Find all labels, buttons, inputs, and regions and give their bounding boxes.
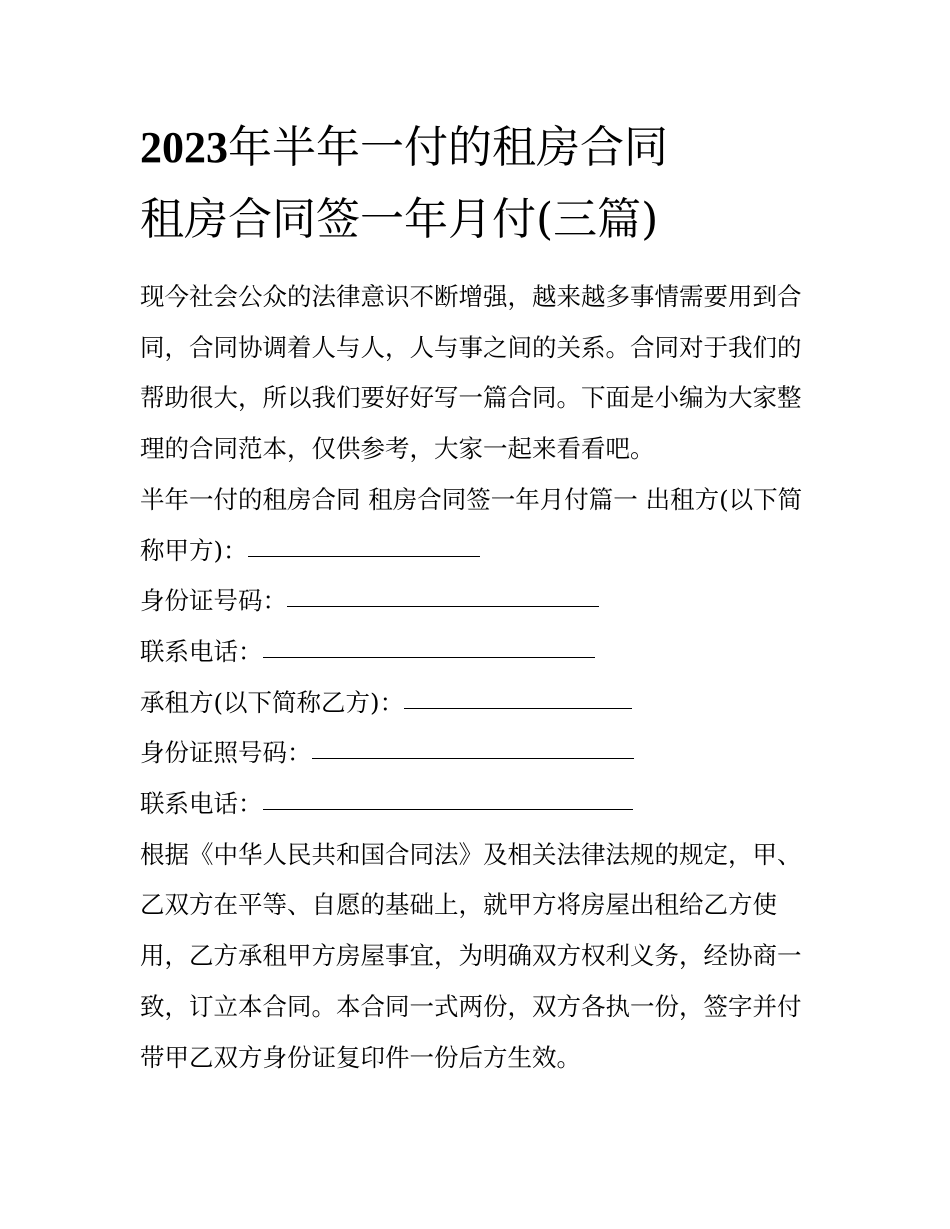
- lessee-phone-field: [140, 779, 820, 830]
- document-page: [140, 118, 820, 1083]
- lessor-id-field: [140, 576, 820, 627]
- lessor-blank: [248, 530, 480, 557]
- document-body: [140, 272, 820, 1083]
- lessor-phone-label: 联系电话：: [140, 636, 263, 666]
- title-line-1: [140, 118, 820, 178]
- title-year: 2023: [140, 123, 228, 172]
- lessee-field: [140, 678, 820, 729]
- lessor-id-label: 身份证号码：: [140, 586, 287, 616]
- lessee-id-blank: [312, 732, 634, 759]
- lessor-field: [140, 526, 820, 577]
- lessee-label: 承租方(以下简称乙方)：: [140, 687, 405, 717]
- lessee-id-field: [140, 728, 820, 779]
- lessee-blank: [404, 682, 632, 709]
- title-line-1-text: 年半年一付的租房合同: [228, 122, 668, 173]
- section-heading: 半年一付的租房合同 租房合同签一年月付篇一 出租方(以下简: [140, 484, 803, 514]
- lessor-label: 称甲方)：: [140, 535, 248, 565]
- lessee-phone-label: 联系电话：: [140, 789, 263, 819]
- document-title: [140, 118, 820, 250]
- agreement-paragraph: 根据《中华人民共和国合同法》及相关法律法规的规定，甲、乙双方在平等、自愿的基础上，就甲方将房屋出租给乙方使用，乙方承租甲方房屋事宜，为明确双方权利义务，经协商一致，订立本合同。本合同一式两份，双方各执一份，签字并付带甲乙双方身份证复印件一份后方生效。: [140, 839, 802, 1072]
- lessee-id-label: 身份证照号码：: [140, 738, 312, 768]
- lessor-phone-blank: [263, 631, 595, 658]
- lessee-phone-blank: [263, 783, 633, 810]
- lessor-phone-field: [140, 627, 820, 678]
- intro-paragraph: 现今社会公众的法律意识不断增强，越来越多事情需要用到合同，合同协调着人与人，人与事之间的关系。合同对于我们的帮助很大，所以我们要好好写一篇合同。下面是小编为大家整理的合同范本，仅供参考，大家一起来看看吧。: [140, 282, 802, 464]
- lessor-id-blank: [287, 580, 599, 607]
- title-line-2: 租房合同签一年月付(三篇): [140, 194, 659, 245]
